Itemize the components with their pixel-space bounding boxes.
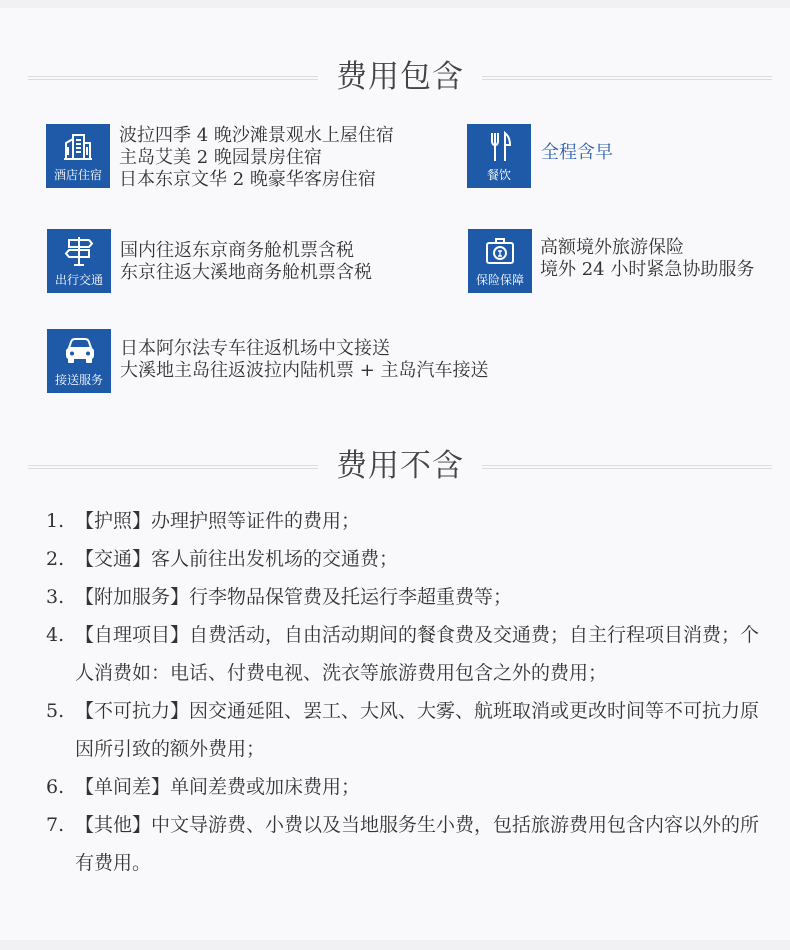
item-text xyxy=(541,142,613,164)
hotel-tile xyxy=(46,124,110,188)
divider xyxy=(482,76,772,80)
item-text xyxy=(120,240,372,284)
item-text xyxy=(119,125,394,191)
item-line: 日本阿尔法专车往返机场中文接送 xyxy=(120,338,390,359)
section-heading: 费用不含 xyxy=(336,448,464,484)
item-line: 波拉四季 4 晚沙滩景观水上屋住宿 xyxy=(119,125,394,146)
item-line: 高额境外旅游保险 xyxy=(540,237,684,258)
car-icon xyxy=(64,336,96,366)
item-text: 【其他】中文导游费、小费以及当地服务生小费，包括旅游费用包含内容以外的所有费用。 xyxy=(75,814,760,874)
item-text: 【护照】办理护照等证件的费用； xyxy=(75,510,361,532)
item-text: 【附加服务】行李物品保管费及托运行李超重费等； xyxy=(75,586,513,608)
list-item xyxy=(46,692,762,768)
item-number: 7. xyxy=(46,814,65,836)
item-number: 2. xyxy=(46,548,65,570)
tile-label: 保险保障 xyxy=(475,273,524,287)
item-number: 1. xyxy=(46,510,65,532)
item-line: 全程含早 xyxy=(541,142,613,163)
section-title-included xyxy=(28,57,772,97)
list-item xyxy=(46,806,762,882)
item-text: 【交通】客人前往出发机场的交通费； xyxy=(75,548,399,570)
signpost-icon xyxy=(64,236,94,266)
item-text xyxy=(120,338,489,382)
list-item xyxy=(46,540,762,578)
tile-label: 餐饮 xyxy=(486,168,511,182)
insurance-tile xyxy=(468,229,532,293)
list-item xyxy=(46,578,762,616)
meals-tile xyxy=(467,124,531,188)
item-number: 6. xyxy=(46,776,65,798)
item-number: 5. xyxy=(46,700,65,722)
item-line: 主岛艾美 2 晚园景房住宿 xyxy=(119,147,322,168)
item-number: 3. xyxy=(46,586,65,608)
item-line: 日本东京文华 2 晚豪华客房住宿 xyxy=(119,169,376,190)
tile-label: 酒店住宿 xyxy=(53,168,102,182)
tile-label: 接送服务 xyxy=(54,373,103,387)
item-line: 境外 24 小时紧急协助服务 xyxy=(540,259,755,280)
item-text: 【不可抗力】因交通延阻、罢工、大风、大雾、航班取消或更改时间等不可抗力原因所引致的额外费用； xyxy=(75,700,760,760)
transport-tile xyxy=(47,229,111,293)
list-item xyxy=(46,616,762,692)
item-text: 【单间差】单间差费或加床费用； xyxy=(75,776,361,798)
section-title-excluded xyxy=(28,446,772,486)
item-number: 4. xyxy=(46,624,65,646)
section-heading: 费用包含 xyxy=(336,59,464,95)
list-item xyxy=(46,502,762,540)
fork-knife-icon xyxy=(484,131,514,163)
building-icon xyxy=(63,131,93,161)
item-line: 东京往返大溪地商务舱机票含税 xyxy=(120,262,372,283)
item-text xyxy=(540,237,754,281)
transfer-tile xyxy=(47,329,111,393)
excluded-list xyxy=(46,502,762,882)
insurance-kit-icon xyxy=(485,236,515,266)
divider xyxy=(482,465,772,469)
item-line: 大溪地主岛往返波拉内陆机票 + 主岛汽车接送 xyxy=(120,360,489,381)
item-line: 国内往返东京商务舱机票含税 xyxy=(120,240,354,261)
tile-label: 出行交通 xyxy=(54,273,103,287)
item-text: 【自理项目】自费活动，自由活动期间的餐食费及交通费；自主行程项目消费；个人消费如：电话、付费电视、洗衣等旅游费用包含之外的费用； xyxy=(75,624,760,684)
list-item xyxy=(46,768,762,806)
